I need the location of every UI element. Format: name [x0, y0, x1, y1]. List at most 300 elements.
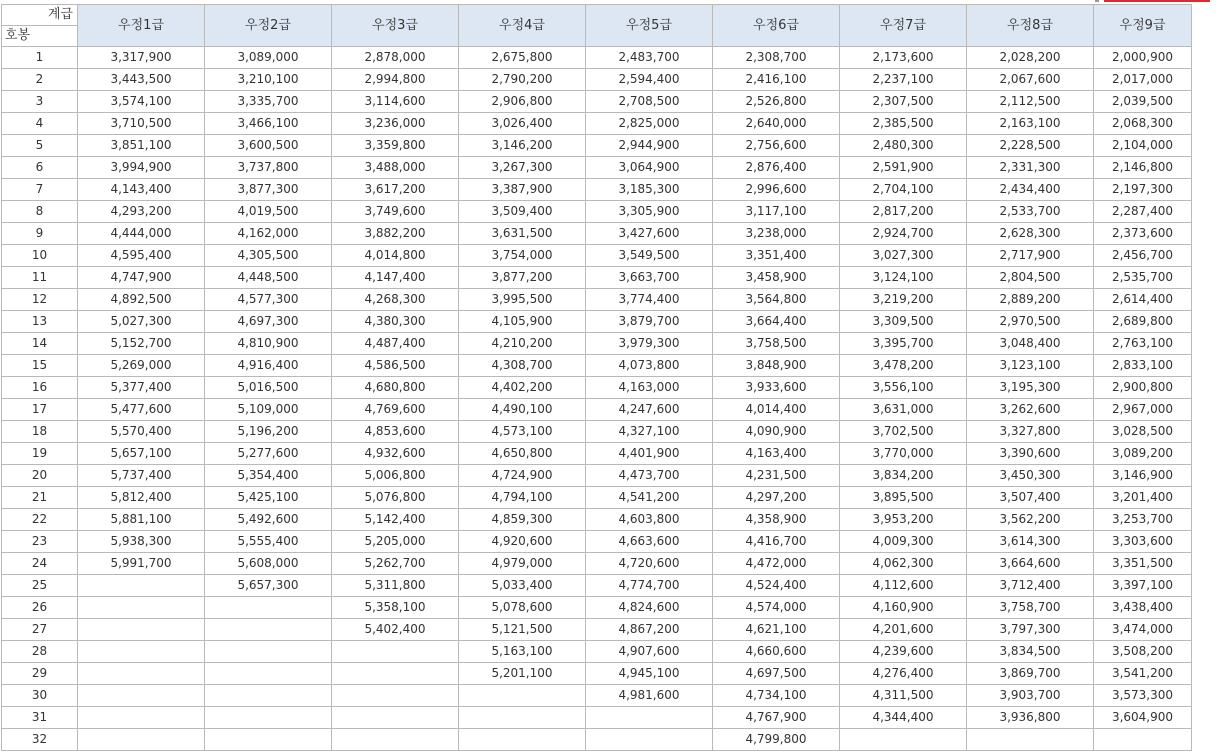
- grade-header-4: 우정4급: [459, 5, 586, 47]
- salary-cell: 4,734,100: [713, 685, 840, 707]
- salary-cell: 3,851,100: [78, 135, 205, 157]
- table-row: [2, 465, 1192, 487]
- salary-cell: 3,770,000: [840, 443, 967, 465]
- salary-cell: 4,621,100: [713, 619, 840, 641]
- decorative-mark: [1095, 0, 1099, 2]
- salary-cell: 3,869,700: [967, 663, 1094, 685]
- salary-cell: 5,109,000: [205, 399, 332, 421]
- salary-cell: 4,344,400: [840, 707, 967, 729]
- salary-cell: 3,879,700: [586, 311, 713, 333]
- salary-cell: 3,877,300: [205, 179, 332, 201]
- salary-cell: 4,162,000: [205, 223, 332, 245]
- salary-cell: 2,876,400: [713, 157, 840, 179]
- step-number-cell: 7: [2, 179, 78, 201]
- salary-cell: 3,617,200: [332, 179, 459, 201]
- salary-cell: 4,268,300: [332, 289, 459, 311]
- salary-cell: 4,859,300: [459, 509, 586, 531]
- step-number-cell: 30: [2, 685, 78, 707]
- grade-header-2: 우정2급: [205, 5, 332, 47]
- salary-cell: [205, 597, 332, 619]
- salary-cell: 2,594,400: [586, 69, 713, 91]
- step-number-cell: 26: [2, 597, 78, 619]
- salary-cell: 3,201,400: [1094, 487, 1192, 509]
- table-row: [2, 377, 1192, 399]
- table-row: [2, 333, 1192, 355]
- salary-cell: 4,932,600: [332, 443, 459, 465]
- salary-cell: 4,586,500: [332, 355, 459, 377]
- salary-cell: 2,704,100: [840, 179, 967, 201]
- salary-cell: [332, 729, 459, 751]
- salary-cell: 4,577,300: [205, 289, 332, 311]
- salary-cell: 5,196,200: [205, 421, 332, 443]
- salary-cell: [332, 663, 459, 685]
- salary-cell: 2,416,100: [713, 69, 840, 91]
- salary-cell: 3,834,500: [967, 641, 1094, 663]
- salary-cell: 2,817,200: [840, 201, 967, 223]
- salary-cell: 5,262,700: [332, 553, 459, 575]
- salary-cell: 3,549,500: [586, 245, 713, 267]
- salary-cell: 3,146,200: [459, 135, 586, 157]
- salary-cell: 2,790,200: [459, 69, 586, 91]
- step-number-cell: 13: [2, 311, 78, 333]
- table-row: [2, 311, 1192, 333]
- salary-cell: 2,112,500: [967, 91, 1094, 113]
- salary-cell: 4,487,400: [332, 333, 459, 355]
- salary-cell: 3,028,500: [1094, 421, 1192, 443]
- salary-cell: 2,878,000: [332, 47, 459, 69]
- table-row: [2, 575, 1192, 597]
- grade-header-3: 우정3급: [332, 5, 459, 47]
- salary-cell: 2,483,700: [586, 47, 713, 69]
- salary-cell: 2,533,700: [967, 201, 1094, 223]
- salary-cell: 5,737,400: [78, 465, 205, 487]
- salary-cell: 4,448,500: [205, 267, 332, 289]
- salary-cell: 5,812,400: [78, 487, 205, 509]
- salary-cell: 3,508,200: [1094, 641, 1192, 663]
- salary-cell: 3,882,200: [332, 223, 459, 245]
- salary-cell: 3,267,300: [459, 157, 586, 179]
- salary-cell: 2,689,800: [1094, 311, 1192, 333]
- salary-cell: 4,810,900: [205, 333, 332, 355]
- salary-cell: 3,210,100: [205, 69, 332, 91]
- table-row: [2, 509, 1192, 531]
- salary-cell: 2,944,900: [586, 135, 713, 157]
- salary-cell: 3,478,200: [840, 355, 967, 377]
- header-row: [2, 5, 1192, 47]
- salary-cell: 2,924,700: [840, 223, 967, 245]
- salary-cell: [840, 729, 967, 751]
- salary-cell: 4,402,200: [459, 377, 586, 399]
- step-number-cell: 25: [2, 575, 78, 597]
- salary-cell: 4,105,900: [459, 311, 586, 333]
- salary-cell: [332, 685, 459, 707]
- salary-cell: 3,631,500: [459, 223, 586, 245]
- salary-cell: 4,073,800: [586, 355, 713, 377]
- step-number-cell: 22: [2, 509, 78, 531]
- salary-cell: [205, 707, 332, 729]
- salary-cell: 5,152,700: [78, 333, 205, 355]
- salary-cell: 3,089,000: [205, 47, 332, 69]
- salary-cell: 4,160,900: [840, 597, 967, 619]
- salary-cell: 3,488,000: [332, 157, 459, 179]
- salary-cell: 3,123,100: [967, 355, 1094, 377]
- salary-cell: 3,702,500: [840, 421, 967, 443]
- salary-cell: [78, 575, 205, 597]
- salary-cell: 2,628,300: [967, 223, 1094, 245]
- salary-cell: 2,996,600: [713, 179, 840, 201]
- salary-cell: 5,657,300: [205, 575, 332, 597]
- salary-cell: 4,380,300: [332, 311, 459, 333]
- salary-cell: 2,456,700: [1094, 245, 1192, 267]
- salary-cell: 5,205,000: [332, 531, 459, 553]
- salary-cell: 3,195,300: [967, 377, 1094, 399]
- salary-cell: 5,076,800: [332, 487, 459, 509]
- salary-cell: 5,358,100: [332, 597, 459, 619]
- salary-cell: 4,247,600: [586, 399, 713, 421]
- salary-cell: 3,556,100: [840, 377, 967, 399]
- salary-cell: 3,848,900: [713, 355, 840, 377]
- salary-cell: 3,303,600: [1094, 531, 1192, 553]
- salary-cell: 3,253,700: [1094, 509, 1192, 531]
- table-row: [2, 223, 1192, 245]
- salary-cell: 4,697,300: [205, 311, 332, 333]
- salary-cell: 3,114,600: [332, 91, 459, 113]
- salary-cell: 2,068,300: [1094, 113, 1192, 135]
- salary-cell: 5,163,100: [459, 641, 586, 663]
- salary-cell: 3,450,300: [967, 465, 1094, 487]
- salary-cell: 4,305,500: [205, 245, 332, 267]
- salary-cell: 3,936,800: [967, 707, 1094, 729]
- salary-cell: 3,509,400: [459, 201, 586, 223]
- table-body: [2, 47, 1192, 751]
- step-number-cell: 24: [2, 553, 78, 575]
- salary-cell: [78, 597, 205, 619]
- salary-cell: 3,541,200: [1094, 663, 1192, 685]
- salary-cell: 2,825,000: [586, 113, 713, 135]
- salary-cell: 4,009,300: [840, 531, 967, 553]
- salary-cell: 3,395,700: [840, 333, 967, 355]
- salary-cell: 4,769,600: [332, 399, 459, 421]
- salary-cell: 3,351,400: [713, 245, 840, 267]
- salary-cell: 4,680,800: [332, 377, 459, 399]
- table-row: [2, 113, 1192, 135]
- salary-cell: [459, 707, 586, 729]
- salary-cell: 4,014,400: [713, 399, 840, 421]
- salary-cell: 3,564,800: [713, 289, 840, 311]
- salary-cell: 4,979,000: [459, 553, 586, 575]
- salary-cell: 3,994,900: [78, 157, 205, 179]
- salary-cell: 3,614,300: [967, 531, 1094, 553]
- salary-cell: 3,443,500: [78, 69, 205, 91]
- salary-cell: 5,006,800: [332, 465, 459, 487]
- salary-cell: 2,067,600: [967, 69, 1094, 91]
- step-number-cell: 32: [2, 729, 78, 751]
- salary-cell: 5,377,400: [78, 377, 205, 399]
- table-row: [2, 619, 1192, 641]
- salary-cell: 5,121,500: [459, 619, 586, 641]
- salary-cell: 3,933,600: [713, 377, 840, 399]
- salary-cell: [78, 729, 205, 751]
- salary-cell: 4,327,100: [586, 421, 713, 443]
- salary-cell: 2,287,400: [1094, 201, 1192, 223]
- step-number-cell: 3: [2, 91, 78, 113]
- step-number-cell: 9: [2, 223, 78, 245]
- salary-cell: 3,754,000: [459, 245, 586, 267]
- salary-cell: 5,016,500: [205, 377, 332, 399]
- salary-cell: 4,062,300: [840, 553, 967, 575]
- table-row: [2, 707, 1192, 729]
- salary-cell: 5,078,600: [459, 597, 586, 619]
- salary-cell: 3,474,000: [1094, 619, 1192, 641]
- grade-header-9: 우정9급: [1094, 5, 1192, 47]
- salary-cell: 4,444,000: [78, 223, 205, 245]
- salary-cell: 3,604,900: [1094, 707, 1192, 729]
- salary-cell: 4,774,700: [586, 575, 713, 597]
- salary-cell: 4,231,500: [713, 465, 840, 487]
- salary-cell: 4,916,400: [205, 355, 332, 377]
- salary-cell: 2,591,900: [840, 157, 967, 179]
- salary-cell: 3,305,900: [586, 201, 713, 223]
- salary-cell: 3,317,900: [78, 47, 205, 69]
- salary-cell: 2,967,000: [1094, 399, 1192, 421]
- salary-cell: 5,657,100: [78, 443, 205, 465]
- salary-cell: 4,472,000: [713, 553, 840, 575]
- salary-cell: 3,664,600: [967, 553, 1094, 575]
- salary-cell: [967, 729, 1094, 751]
- salary-cell: 2,373,600: [1094, 223, 1192, 245]
- salary-cell: 3,427,600: [586, 223, 713, 245]
- salary-cell: 2,331,300: [967, 157, 1094, 179]
- salary-cell: 4,308,700: [459, 355, 586, 377]
- salary-cell: 4,697,500: [713, 663, 840, 685]
- salary-cell: 3,663,700: [586, 267, 713, 289]
- grade-header-8: 우정8급: [967, 5, 1094, 47]
- salary-cell: 2,163,100: [967, 113, 1094, 135]
- step-number-cell: 6: [2, 157, 78, 179]
- salary-cell: [205, 641, 332, 663]
- salary-cell: 4,867,200: [586, 619, 713, 641]
- salary-cell: 3,979,300: [586, 333, 713, 355]
- salary-cell: 3,797,300: [967, 619, 1094, 641]
- table-row: [2, 663, 1192, 685]
- salary-cell: 5,027,300: [78, 311, 205, 333]
- salary-cell: 2,900,800: [1094, 377, 1192, 399]
- salary-cell: 4,720,600: [586, 553, 713, 575]
- salary-cell: [459, 685, 586, 707]
- step-number-cell: 10: [2, 245, 78, 267]
- table-row: [2, 399, 1192, 421]
- salary-cell: 4,112,600: [840, 575, 967, 597]
- salary-cell: 3,351,500: [1094, 553, 1192, 575]
- salary-table: [1, 4, 1192, 751]
- salary-cell: 4,239,600: [840, 641, 967, 663]
- salary-cell: 3,895,500: [840, 487, 967, 509]
- salary-cell: 3,027,300: [840, 245, 967, 267]
- step-number-cell: 23: [2, 531, 78, 553]
- step-number-cell: 28: [2, 641, 78, 663]
- salary-cell: 5,277,600: [205, 443, 332, 465]
- salary-cell: 3,335,700: [205, 91, 332, 113]
- salary-cell: 3,390,600: [967, 443, 1094, 465]
- table-row: [2, 179, 1192, 201]
- salary-cell: 3,397,100: [1094, 575, 1192, 597]
- salary-cell: 4,358,900: [713, 509, 840, 531]
- salary-cell: 3,758,500: [713, 333, 840, 355]
- salary-cell: 4,019,500: [205, 201, 332, 223]
- salary-cell: [205, 619, 332, 641]
- salary-cell: 3,877,200: [459, 267, 586, 289]
- salary-cell: 4,603,800: [586, 509, 713, 531]
- salary-cell: 3,903,700: [967, 685, 1094, 707]
- salary-cell: 4,297,200: [713, 487, 840, 509]
- salary-cell: [205, 729, 332, 751]
- step-number-cell: 11: [2, 267, 78, 289]
- salary-cell: 4,574,000: [713, 597, 840, 619]
- table-row: [2, 47, 1192, 69]
- salary-cell: 4,663,600: [586, 531, 713, 553]
- salary-cell: 5,201,100: [459, 663, 586, 685]
- salary-cell: 4,276,400: [840, 663, 967, 685]
- salary-cell: 2,173,600: [840, 47, 967, 69]
- salary-cell: 2,756,600: [713, 135, 840, 157]
- salary-cell: 4,201,600: [840, 619, 967, 641]
- salary-cell: 2,197,300: [1094, 179, 1192, 201]
- salary-cell: 5,881,100: [78, 509, 205, 531]
- salary-cell: 2,675,800: [459, 47, 586, 69]
- salary-cell: 3,573,300: [1094, 685, 1192, 707]
- salary-cell: 3,219,200: [840, 289, 967, 311]
- salary-cell: 2,028,200: [967, 47, 1094, 69]
- corner-step-label: 호봉: [5, 28, 31, 43]
- table-row: [2, 443, 1192, 465]
- salary-cell: 3,124,100: [840, 267, 967, 289]
- salary-cell: 4,650,800: [459, 443, 586, 465]
- salary-cell: 3,236,000: [332, 113, 459, 135]
- step-number-cell: 16: [2, 377, 78, 399]
- salary-cell: 5,354,400: [205, 465, 332, 487]
- step-number-cell: 15: [2, 355, 78, 377]
- table-row: [2, 201, 1192, 223]
- step-number-cell: 14: [2, 333, 78, 355]
- salary-cell: 2,228,500: [967, 135, 1094, 157]
- salary-cell: [78, 685, 205, 707]
- salary-cell: [78, 663, 205, 685]
- salary-cell: 3,664,400: [713, 311, 840, 333]
- step-number-cell: 29: [2, 663, 78, 685]
- salary-cell: 2,535,700: [1094, 267, 1192, 289]
- step-number-cell: 18: [2, 421, 78, 443]
- decorative-accent-bar: [1104, 0, 1210, 2]
- salary-cell: 5,938,300: [78, 531, 205, 553]
- salary-cell: 4,311,500: [840, 685, 967, 707]
- salary-cell: 4,014,800: [332, 245, 459, 267]
- table-row: [2, 531, 1192, 553]
- salary-cell: 2,833,100: [1094, 355, 1192, 377]
- salary-cell: 4,210,200: [459, 333, 586, 355]
- salary-cell: 4,573,100: [459, 421, 586, 443]
- salary-cell: 2,039,500: [1094, 91, 1192, 113]
- salary-cell: 3,574,100: [78, 91, 205, 113]
- table-row: [2, 597, 1192, 619]
- salary-cell: 4,660,600: [713, 641, 840, 663]
- table-row: [2, 685, 1192, 707]
- salary-cell: 2,480,300: [840, 135, 967, 157]
- salary-cell: 3,438,400: [1094, 597, 1192, 619]
- salary-cell: 4,920,600: [459, 531, 586, 553]
- salary-cell: 4,416,700: [713, 531, 840, 553]
- salary-cell: 5,142,400: [332, 509, 459, 531]
- salary-cell: 3,631,000: [840, 399, 967, 421]
- table-row: [2, 267, 1192, 289]
- salary-cell: 5,402,400: [332, 619, 459, 641]
- salary-cell: 3,758,700: [967, 597, 1094, 619]
- table-row: [2, 69, 1192, 91]
- salary-cell: 4,090,900: [713, 421, 840, 443]
- salary-cell: 3,064,900: [586, 157, 713, 179]
- salary-cell: 4,747,900: [78, 267, 205, 289]
- salary-cell: 3,710,500: [78, 113, 205, 135]
- step-number-cell: 17: [2, 399, 78, 421]
- salary-cell: 5,311,800: [332, 575, 459, 597]
- salary-cell: 4,293,200: [78, 201, 205, 223]
- salary-cell: 2,708,500: [586, 91, 713, 113]
- salary-cell: 2,906,800: [459, 91, 586, 113]
- step-number-cell: 8: [2, 201, 78, 223]
- salary-cell: 2,804,500: [967, 267, 1094, 289]
- salary-cell: 2,307,500: [840, 91, 967, 113]
- salary-cell: 2,385,500: [840, 113, 967, 135]
- grade-header-6: 우정6급: [713, 5, 840, 47]
- salary-cell: 4,473,700: [586, 465, 713, 487]
- salary-cell: 4,490,100: [459, 399, 586, 421]
- step-number-cell: 20: [2, 465, 78, 487]
- salary-cell: 3,146,900: [1094, 465, 1192, 487]
- salary-cell: 4,541,200: [586, 487, 713, 509]
- salary-cell: 3,238,000: [713, 223, 840, 245]
- step-number-cell: 1: [2, 47, 78, 69]
- step-number-cell: 27: [2, 619, 78, 641]
- salary-cell: 2,434,400: [967, 179, 1094, 201]
- table-row: [2, 91, 1192, 113]
- salary-cell: 4,794,100: [459, 487, 586, 509]
- table-row: [2, 245, 1192, 267]
- salary-cell: [459, 729, 586, 751]
- salary-cell: [78, 619, 205, 641]
- table-row: [2, 135, 1192, 157]
- salary-cell: 3,262,600: [967, 399, 1094, 421]
- salary-cell: 4,767,900: [713, 707, 840, 729]
- salary-cell: 2,146,800: [1094, 157, 1192, 179]
- salary-cell: 2,614,400: [1094, 289, 1192, 311]
- salary-cell: 4,595,400: [78, 245, 205, 267]
- salary-cell: 2,763,100: [1094, 333, 1192, 355]
- table-row: [2, 355, 1192, 377]
- salary-cell: 2,526,800: [713, 91, 840, 113]
- salary-cell: 3,466,100: [205, 113, 332, 135]
- salary-cell: 3,117,100: [713, 201, 840, 223]
- step-number-cell: 5: [2, 135, 78, 157]
- salary-cell: 4,401,900: [586, 443, 713, 465]
- salary-cell: 2,994,800: [332, 69, 459, 91]
- table-row: [2, 641, 1192, 663]
- salary-cell: 2,237,100: [840, 69, 967, 91]
- table-row: [2, 729, 1192, 751]
- grade-header-7: 우정7급: [840, 5, 967, 47]
- salary-cell: 4,799,800: [713, 729, 840, 751]
- salary-cell: 3,048,400: [967, 333, 1094, 355]
- salary-cell: [78, 707, 205, 729]
- salary-cell: [1094, 729, 1192, 751]
